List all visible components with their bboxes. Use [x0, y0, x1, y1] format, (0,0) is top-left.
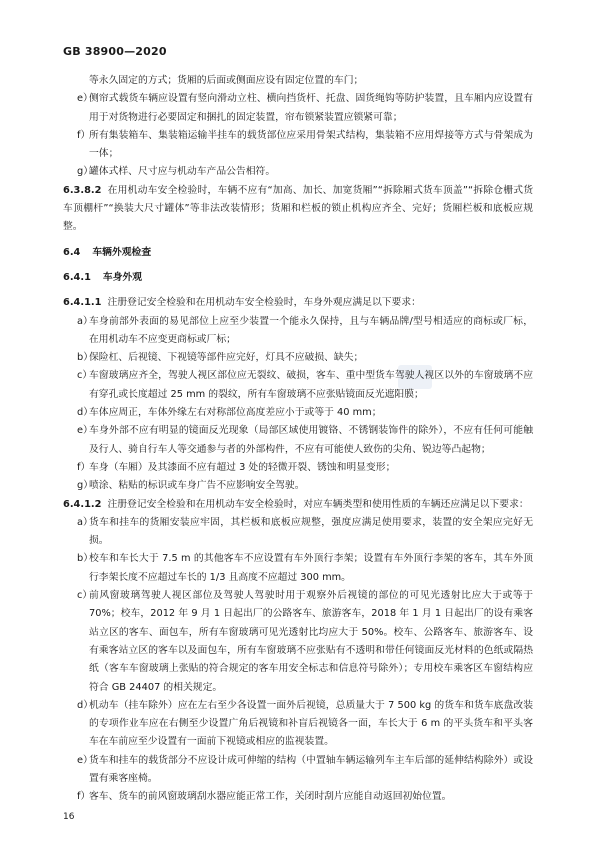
list-item-label: a） [77, 516, 93, 528]
list-item [63, 697, 533, 752]
clause-text: 注册登记安全检验和在用机动车安全检验时，车身外观应满足以下要求： [107, 297, 421, 309]
clause-number: 6.3.8.2 [63, 184, 102, 196]
list-item [63, 514, 533, 551]
list-item [63, 404, 533, 422]
list-item-label: d） [77, 699, 94, 711]
standard-code: GB 38900—2020 [63, 45, 167, 58]
list-item-label: c） [77, 590, 93, 602]
list-item-text: 客车、货车的前风窗玻璃刮水器应能正常工作，关闭时刮片应能自动返回初始位置。 [89, 791, 452, 803]
clause-paragraph [63, 294, 533, 312]
list-item-label: g） [77, 166, 94, 178]
list-item [63, 367, 533, 404]
document-body [63, 72, 533, 807]
list-item-text: 货车和挂车的载货部分不应设计成可伸缩的结构（中置轴车辆运输列车主车后部的延伸结构除外）或设置有乘客座椅。 [89, 754, 533, 784]
list-item-label: f） [77, 129, 91, 141]
list-item-text: 货车和挂车的货厢安装应牢固，其栏板和底板应规整，强度应满足使用要求，装置的安全架应完好无损。 [89, 516, 533, 547]
list-item-label: e） [77, 93, 93, 105]
list-item-label: e） [77, 754, 93, 766]
list-item-text: 前风窗玻璃驾驶人视区部位及驾驶人驾驶时用于观察外后视镜的部位的可见光透射比应大于或等于 70%；校车，2012 年 9 月 1 日起出厂的公路客车、旅游客车，2018 年 1 月 1 日起出厂的设有乘客站立区的客车、面包车，所有车窗玻璃可见光透射比均应大于 50%。校车、公路客车、旅游客车、设有乘客站立区的客车以及面包车，所有车窗玻璃不应张贴有不透明和带任何镜面反光材料的色纸或隔热纸（客车车窗玻璃上张贴的符合规定的客车用安全标志和信息符号除外）；专用校车乘客区车窗结构应符合 GB 24407 的相关规定。 [89, 590, 533, 693]
list-item-text: 喷涂、粘贴的标识或车身广告不应影响安全驾驶。 [89, 480, 305, 492]
list-item-label: g） [77, 480, 94, 492]
list-item-text: 车身外部不应有明显的镜面反光现象（局部区域使用镀铬、不锈钢装饰件的除外），不应有任何可能触及行人、骑自行车人等交通参与者的外部构件，不应有可能使人致伤的尖角、锐边等凸起物； [89, 425, 533, 455]
list-item [63, 127, 533, 164]
list-item-text: 车体应周正，车体外缘左右对称部位高度差应小于或等于 40 mm； [89, 407, 382, 419]
clause-text: 在用机动车安全检验时，车辆不应有“加高、加长、加宽货厢”“拆除厢式货车顶盖”“拆除仓栅式货车顶棚杆”“换装大尺寸罐体”等非法改装情形；货厢和栏板的锁止机构应齐全、完好；货厢栏板和底板应规整。 [63, 184, 533, 233]
list-item-text: 车身前部外表面的易见部位上应至少装置一个能永久保持，且与车辆品牌/型号相适应的商标或厂标，在用机动车不应变更商标或厂标； [89, 315, 533, 345]
list-item [63, 459, 533, 477]
section-heading [63, 269, 533, 287]
section-number: 6.4 [63, 246, 81, 258]
list-item-label: f） [77, 461, 91, 473]
list-item [63, 788, 533, 806]
list-item-label: b） [77, 352, 94, 364]
section-heading [63, 244, 533, 262]
clause-number: 6.4.1.1 [63, 297, 102, 309]
list-item-label: a） [77, 315, 93, 327]
list-item-text: 车窗玻璃应齐全，驾驶人视区部位应无裂纹、破损，客车、重中型货车驾驶人视区以外的车窗玻璃不应有穿孔或长度超过 25 mm 的裂纹，所有车窗玻璃不应张贴镜面反光遮阳膜； [89, 370, 533, 400]
list-item [63, 477, 533, 495]
list-item-text: 车身（车厢）及其漆面不应有超过 3 处的轻微开裂、锈蚀和明显变形； [89, 461, 396, 473]
list-item [63, 550, 533, 587]
list-item-label: d） [77, 407, 94, 419]
clause-text: 注册登记安全检验和在用机动车安全检验时，对应车辆类型和使用性质的车辆还应满足以下要求： [107, 498, 529, 510]
list-item [63, 422, 533, 459]
page-number: 16 [63, 812, 75, 822]
list-item [63, 349, 533, 367]
list-item-label: e） [77, 425, 93, 437]
list-item-text: 机动车（挂车除外）应在左右至少各设置一面外后视镜，总质量大于 7 500 kg 的货车和货车底盘改装的专项作业车应在右侧至少设置广角后视镜和补盲后视镜各一面，车长大于 6 m 的平头货车和平头客车在车前应至少设置有一面前下视镜或相应的监视装置。 [89, 699, 533, 748]
list-item [63, 313, 533, 350]
list-item-label: c） [77, 370, 93, 382]
section-title: 车身外观 [102, 271, 143, 283]
list-item-text: 罐体式样、尺寸应与机动车产品公告相符。 [89, 166, 276, 178]
list-item [63, 163, 533, 181]
list-item-text: 校车和车长大于 7.5 m 的其他客车不应设置有车外顶行李架；设置有车外顶行李架的客车，其车外顶行李架长度不应超过车长的 1/3 且高度不应超过 300 mm。 [89, 553, 533, 583]
clause-number: 6.4.1.2 [63, 498, 102, 510]
list-item-text: 保险杠、后视镜、下视镜等部件应完好，灯具不应破损、缺失； [89, 352, 364, 364]
clause-paragraph [63, 182, 533, 237]
list-item [63, 587, 533, 697]
clause-paragraph [63, 496, 533, 514]
list-item-label: b） [77, 553, 94, 565]
list-item [63, 752, 533, 789]
list-item-label: f） [77, 791, 91, 803]
list-item [63, 90, 533, 127]
list-item-text: 侧帘式载货车辆应设置有竖向滑动立柱、横向挡货杆、托盘、固货绳钩等防护装置，且车厢内应设置有用于对货物进行必要固定和捆扎的固定装置，帘布锁紧装置应锁紧可靠； [89, 93, 533, 123]
section-title: 车辆外观检查 [92, 246, 152, 258]
section-number: 6.4.1 [63, 271, 91, 283]
list-item-text: 所有集装箱车、集装箱运输半挂车的载货部位应采用骨架式结构，集装箱不应用焊接等方式与骨架成为一体； [89, 129, 533, 160]
paragraph-continuation: 等永久固定的方式；货厢的后面或侧面应设有固定位置的车门； [89, 75, 364, 86]
